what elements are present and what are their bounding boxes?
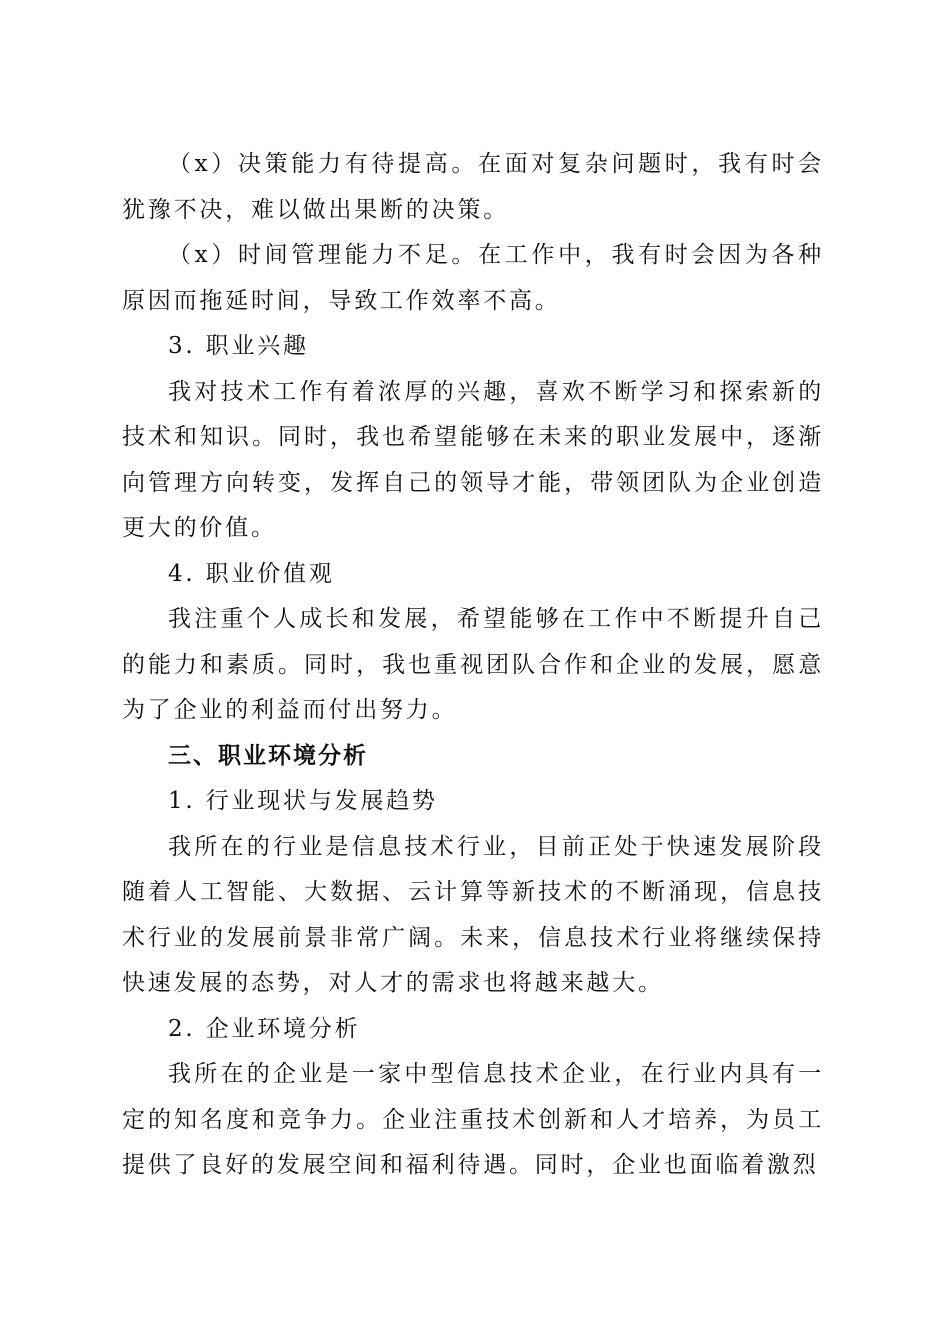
heading-career-values: 4. 职业价值观 [168,560,335,587]
paragraph-career-values: 我注重个人成长和发展，希望能够在工作中不断提升自己的能力和素质。同时，我也重视团队合作和企业的发展，愿意为了企业的利益而付出努力。 [122,606,824,723]
paragraph-career-interest: 我对技术工作有着浓厚的兴趣，喜欢不断学习和探索新的技术和知识。同时，我也希望能够在未来的职业发展中，逐渐向管理方向转变，发挥自己的领导才能，带领团队为企业创造更大的价值。 [122,378,824,541]
heading-career-interest: 3. 职业兴趣 [168,333,309,359]
paragraph-enterprise-environment: 我所在的企业是一家中型信息技术企业，在行业内具有一定的知名度和竞争力。企业注重技术创新和人才培养，为员工提供了良好的发展空间和福利待遇。同时，企业也面临着激烈 [122,1061,824,1178]
heading-enterprise-environment: 2. 企业环境分析 [168,1015,361,1042]
paragraph-time-management: （x）时间管理能力不足。在工作中，我有时会因为各种原因而拖延时间，导致工作效率不高。 [122,242,824,314]
section-title-environment-analysis: 三、职业环境分析 [168,742,368,769]
paragraph-decision-ability: （x）决策能力有待提高。在面对复杂问题时，我有时会犹豫不决，难以做出果断的决策。 [122,151,824,223]
heading-industry-trend: 1. 行业现状与发展趋势 [168,788,438,814]
document-body [122,142,824,1189]
paragraph-industry-trend: 我所在的行业是信息技术行业，目前正处于快速发展阶段随着人工智能、大数据、云计算等新技术的不断涌现，信息技术行业的发展前景非常广阔。未来，信息技术行业将继续保持快速发展的态势，对人才的需求也将越来越大。 [122,833,824,996]
